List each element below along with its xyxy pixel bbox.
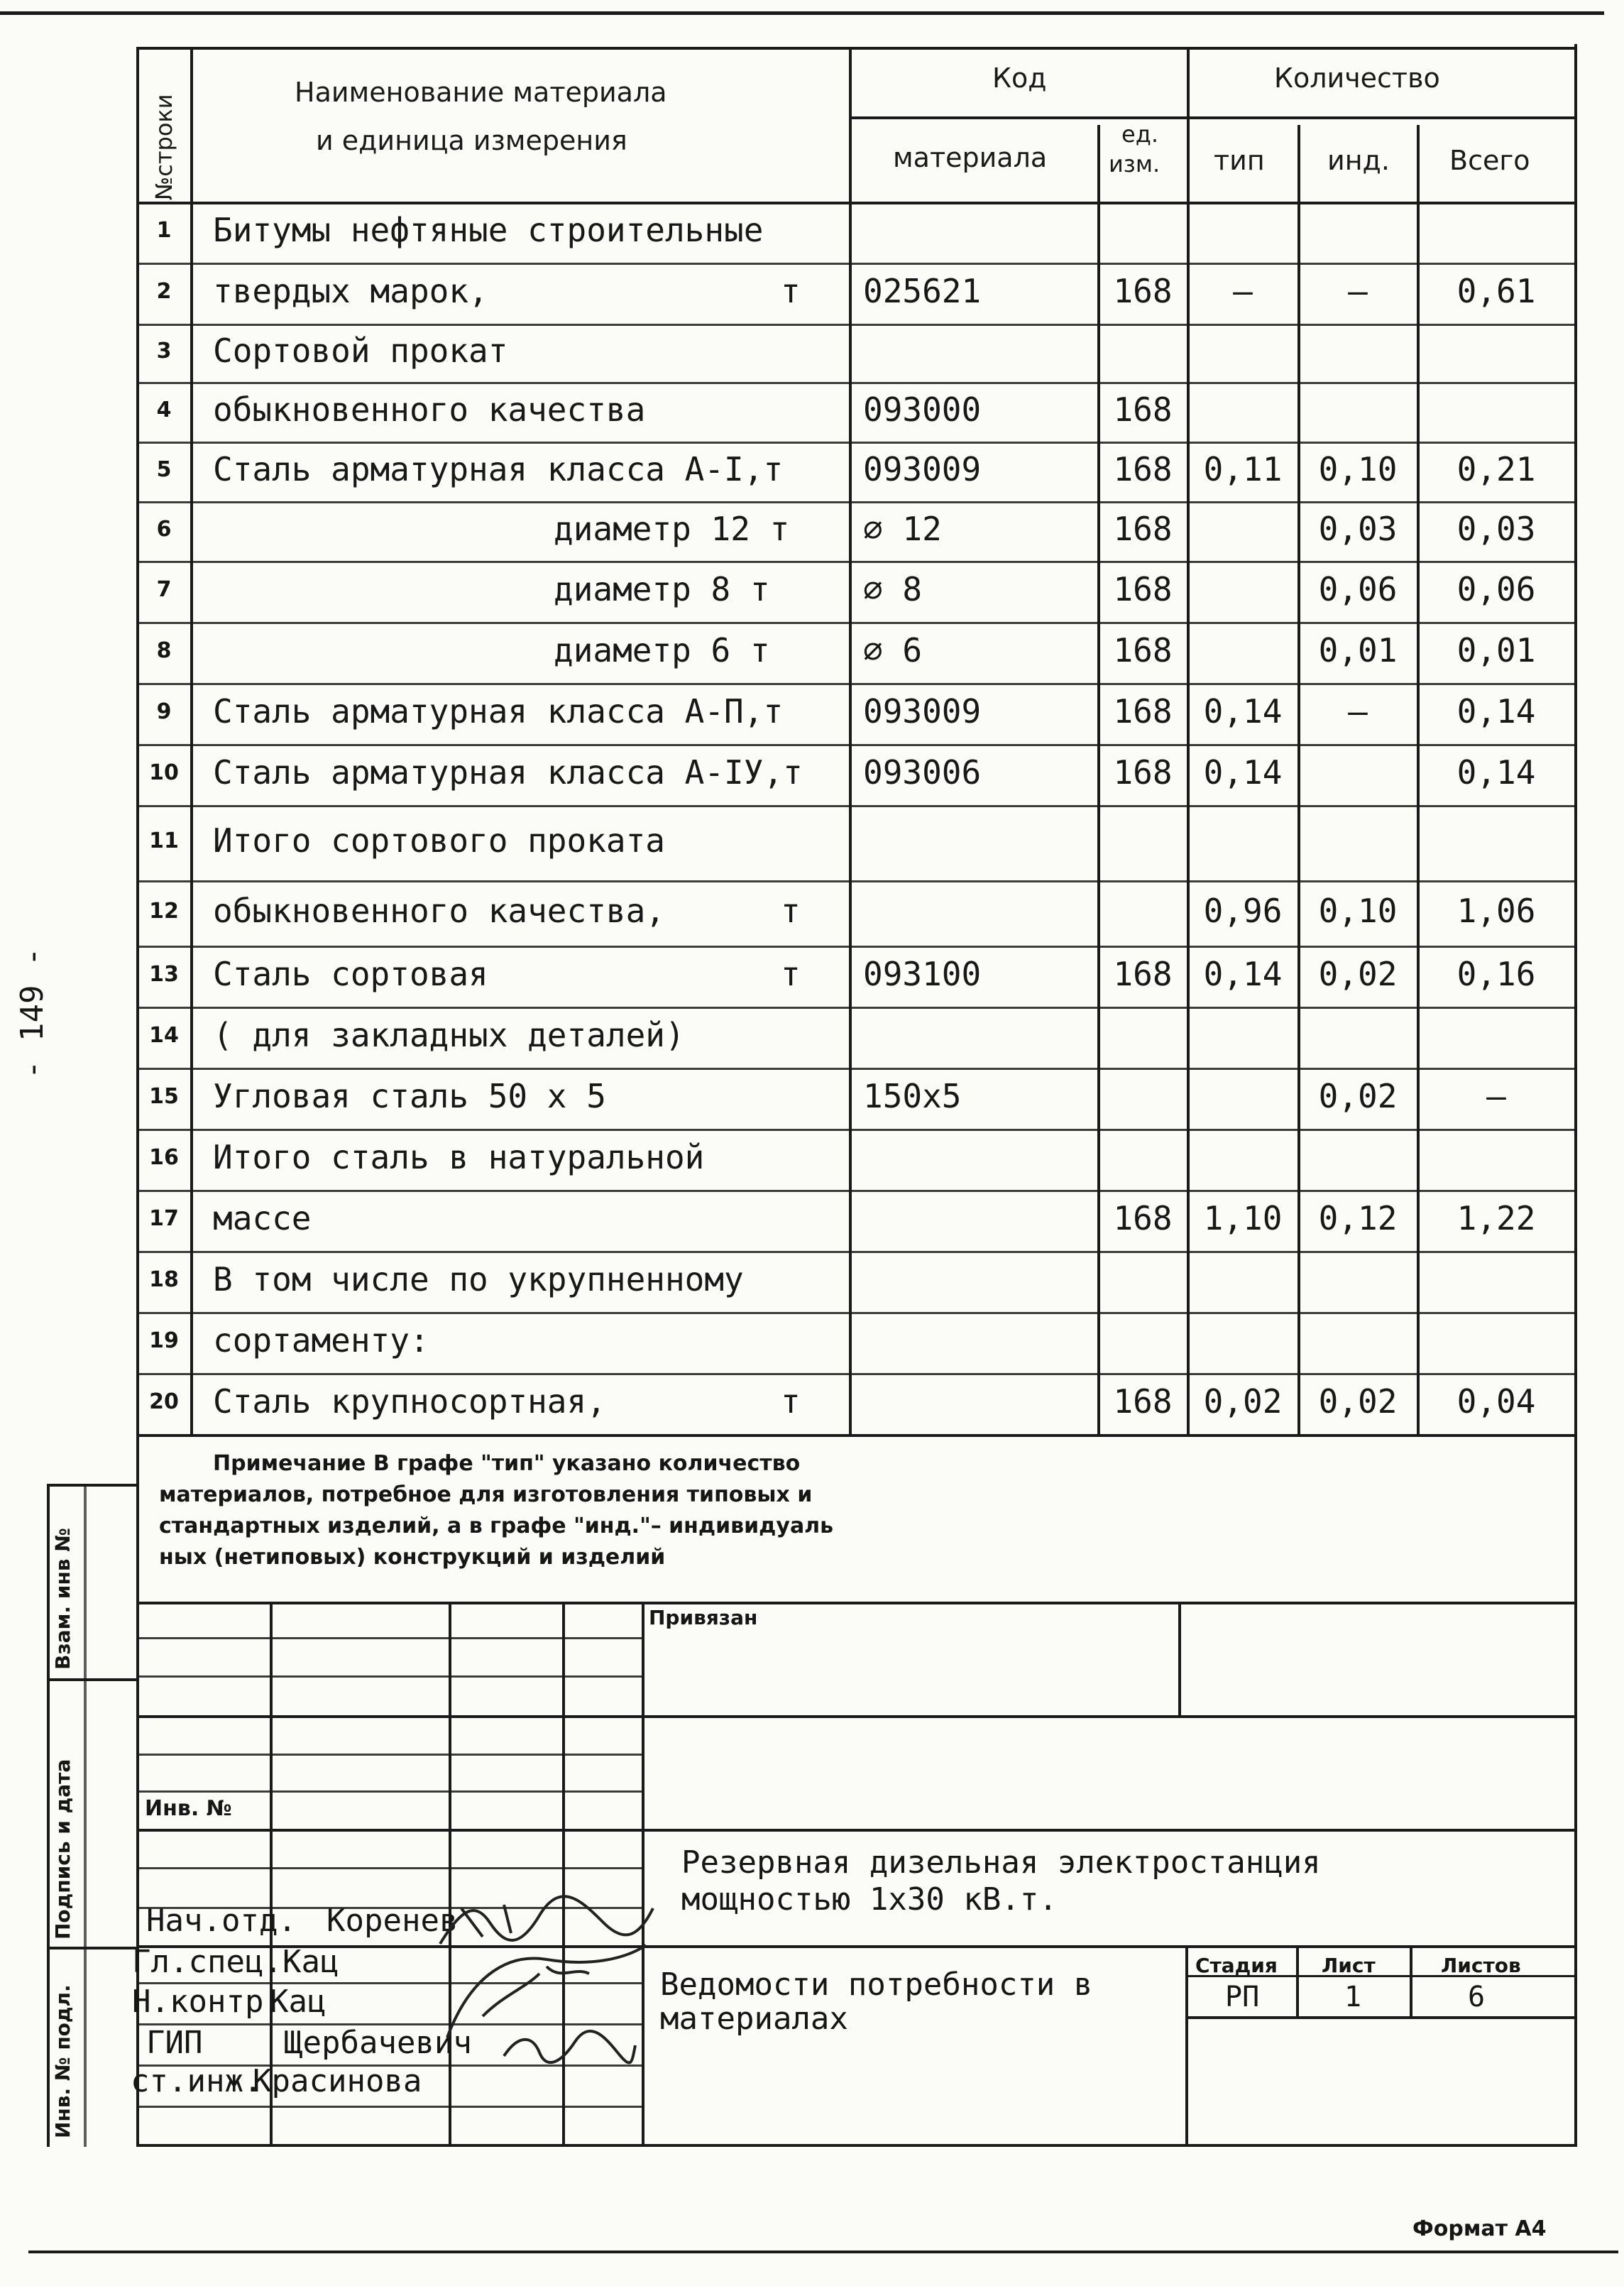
unit-code: 168	[1113, 570, 1173, 608]
material-name: Итого сортового проката	[213, 821, 665, 860]
qty-ind: –	[1348, 272, 1368, 310]
row-divider	[136, 622, 1577, 624]
unit-mark: т	[781, 272, 801, 310]
staff-name: Кац	[282, 1944, 339, 1980]
qty-ind: 0,01	[1318, 631, 1398, 669]
qty-total: 0,21	[1456, 450, 1536, 488]
bottom-rule	[28, 2251, 1618, 2253]
qty-ind: 0,03	[1318, 510, 1398, 548]
staff-name: Коренев	[327, 1903, 459, 1939]
qty-total: 1,22	[1456, 1199, 1536, 1237]
sheet-label: Лист	[1322, 1954, 1376, 1977]
row-divider	[136, 501, 1577, 503]
material-code: ⌀ 6	[863, 631, 923, 669]
row-number: 1	[156, 218, 172, 243]
row-number: 7	[156, 577, 172, 602]
unit-code: 168	[1113, 510, 1173, 548]
qty-ind: 0,02	[1318, 955, 1398, 993]
row-divider	[136, 1007, 1577, 1009]
qty-total: 0,01	[1456, 631, 1536, 669]
qty-total: 1,06	[1456, 892, 1536, 930]
side-label-inv-podl: Инв. № подл.	[51, 1984, 75, 2138]
unit-code: 168	[1113, 1199, 1173, 1237]
qty-tip: 0,14	[1203, 692, 1283, 731]
qty-ind: 0,12	[1318, 1199, 1398, 1237]
side-label-vzam: Взам. инв №	[51, 1528, 75, 1670]
row-number: 2	[156, 279, 172, 304]
material-name: Битумы нефтяные строительные	[213, 211, 764, 249]
unit-mark: т	[781, 892, 801, 930]
row-number: 9	[156, 699, 172, 724]
row-divider	[136, 880, 1577, 882]
row-number: 16	[149, 1145, 179, 1170]
header-name-line1: Наименование материала	[295, 77, 667, 108]
qty-tip: 0,96	[1203, 892, 1283, 930]
material-name: обыкновенного качества,	[213, 892, 665, 930]
qty-ind: 0,10	[1318, 892, 1398, 930]
row-number: 17	[149, 1206, 179, 1231]
unit-code: 168	[1113, 450, 1173, 488]
material-name: Сталь арматурная класса А-IУ,т	[213, 753, 803, 792]
material-name: Сталь арматурная класса А-I,т	[213, 450, 784, 488]
qty-tip: 0,02	[1203, 1382, 1283, 1421]
qty-ind: 0,10	[1318, 450, 1398, 488]
row-divider	[136, 561, 1577, 563]
stage-value: РП	[1225, 1981, 1260, 2013]
material-name: Сталь крупносортная,	[213, 1382, 606, 1421]
row-number: 20	[149, 1389, 179, 1414]
qty-total: 0,61	[1456, 272, 1536, 310]
row-number: 11	[149, 828, 179, 853]
material-name: массе	[213, 1199, 312, 1237]
row-number: 14	[149, 1023, 179, 1048]
material-name: В том числе по укрупненному	[213, 1260, 744, 1298]
row-number: 3	[156, 339, 172, 363]
format-label: Формат А4	[1412, 2216, 1547, 2241]
row-divider	[136, 442, 1577, 444]
staff-role: Н.контр.	[132, 1984, 282, 2020]
qty-total: 0,06	[1456, 570, 1536, 608]
staff-role: ст.инж.	[131, 2063, 263, 2099]
row-divider	[136, 263, 1577, 265]
material-name: ( для закладных деталей)	[213, 1016, 685, 1054]
row-number: 5	[156, 457, 172, 482]
material-code: 025621	[863, 272, 982, 310]
qty-total: 0,03	[1456, 510, 1536, 548]
staff-role: Гл.спец.	[132, 1944, 282, 1980]
qty-tip: 1,10	[1203, 1199, 1283, 1237]
staff-name: Кац	[270, 1984, 327, 2020]
stage-label: Стадия	[1195, 1954, 1278, 1977]
header-code: Код	[992, 62, 1047, 94]
signature-shcherbachevich	[497, 2028, 639, 2070]
staff-name: Щербачевич	[284, 2025, 472, 2061]
inv-no-label: Инв. №	[145, 1796, 232, 1821]
qty-total: 0,14	[1456, 753, 1536, 792]
material-name: Сталь арматурная класса А-П,т	[213, 692, 784, 731]
qty-tip: 0,14	[1203, 955, 1283, 993]
document-title-line1: Ведомости потребности в	[660, 1967, 1093, 2003]
material-code: 093100	[863, 955, 982, 993]
qty-tip: 0,14	[1203, 753, 1283, 792]
row-divider	[136, 1373, 1577, 1375]
material-name: сортаменту:	[213, 1321, 429, 1360]
material-name: Итого сталь в натуральной	[213, 1138, 705, 1176]
unit-mark: т	[781, 1382, 801, 1421]
header-tip: тип	[1214, 145, 1265, 176]
side-label-podpis: Подпись и дата	[51, 1759, 75, 1940]
sheets-value: 6	[1468, 1981, 1486, 2013]
note-line-2: материалов, потребное для изготовления типовых и	[159, 1482, 813, 1507]
material-name: диаметр 8 т	[554, 570, 770, 608]
unit-code: 168	[1113, 390, 1173, 429]
material-code: 093006	[863, 753, 982, 792]
header-material: материала	[893, 142, 1048, 173]
row-divider	[136, 382, 1577, 384]
unit-code: 168	[1113, 272, 1173, 310]
material-code: 093000	[863, 390, 982, 429]
unit-code: 168	[1113, 631, 1173, 669]
row-divider	[136, 805, 1577, 807]
staff-role: ГИП	[146, 2025, 203, 2061]
material-code: ⌀ 12	[863, 510, 942, 548]
row-number: 6	[156, 517, 172, 542]
unit-mark: т	[781, 955, 801, 993]
row-number: 10	[149, 760, 179, 785]
staff-name: Красинова	[253, 2063, 422, 2099]
document-title-line2: материалах	[660, 2001, 848, 2037]
row-divider	[136, 1312, 1577, 1314]
row-number: 13	[149, 962, 179, 987]
page-number: - 149 -	[14, 947, 50, 1079]
material-name: Угловая сталь 50 х 5	[213, 1077, 606, 1115]
qty-tip: 0,11	[1203, 450, 1283, 488]
row-divider	[136, 1251, 1577, 1253]
material-name: обыкновенного качества	[213, 390, 646, 429]
material-name: твердых марок,	[213, 272, 488, 310]
sheet-value: 1	[1344, 1981, 1362, 2013]
material-code: 093009	[863, 692, 982, 731]
material-name: диаметр 12 т	[554, 510, 790, 548]
row-number: 18	[149, 1267, 179, 1292]
qty-total: 0,14	[1456, 692, 1536, 731]
note-line-1: Примечание В графе "тип" указано количество	[213, 1451, 801, 1476]
sheets-label: Листов	[1441, 1954, 1521, 1977]
material-name: диаметр 6 т	[554, 631, 770, 669]
material-name: Сталь сортовая	[213, 955, 488, 993]
header-unit-line2: изм.	[1109, 151, 1161, 177]
unit-code: 168	[1113, 1382, 1173, 1421]
material-code: ⌀ 8	[863, 570, 923, 608]
header-unit-line1: ед.	[1121, 121, 1158, 148]
row-divider	[136, 683, 1577, 685]
header-name-line2: и единица измерения	[316, 125, 627, 156]
note-line-3: стандартных изделий, а в графе "инд."– индивидуаль	[159, 1514, 834, 1538]
row-number: 15	[149, 1084, 179, 1109]
row-divider	[136, 1190, 1577, 1192]
row-divider	[136, 324, 1577, 326]
row-divider	[136, 946, 1577, 948]
unit-code: 168	[1113, 955, 1173, 993]
row-divider	[136, 1129, 1577, 1131]
unit-code: 168	[1113, 692, 1173, 731]
qty-ind: 0,02	[1318, 1077, 1398, 1115]
row-number: 4	[156, 398, 172, 422]
header-total: Всего	[1449, 145, 1530, 176]
row-divider	[136, 744, 1577, 746]
privyazan-label: Привязан	[649, 1606, 758, 1629]
material-code: 150х5	[863, 1077, 962, 1115]
material-code: 093009	[863, 450, 982, 488]
row-divider	[136, 1068, 1577, 1070]
qty-total: 0,04	[1456, 1382, 1536, 1421]
header-ind: инд.	[1327, 145, 1390, 176]
header-row-no: №строки	[150, 94, 177, 200]
qty-total: –	[1486, 1077, 1506, 1115]
qty-ind: 0,06	[1318, 570, 1398, 608]
material-name: Сортовой прокат	[213, 332, 508, 370]
row-number: 19	[149, 1328, 179, 1353]
qty-ind: 0,02	[1318, 1382, 1398, 1421]
qty-total: 0,16	[1456, 955, 1536, 993]
row-number: 8	[156, 638, 172, 663]
unit-code: 168	[1113, 753, 1173, 792]
row-number: 12	[149, 899, 179, 924]
staff-role: Нач.отд.	[146, 1903, 297, 1939]
project-title-line2: мощностью 1х30 кВ.т.	[681, 1881, 1058, 1918]
note-line-4: ных (нетиповых) конструкций и изделий	[159, 1545, 666, 1570]
page-top-edge	[0, 11, 1604, 15]
qty-ind: –	[1348, 692, 1368, 731]
project-title-line1: Резервная дизельная электростанция	[681, 1844, 1321, 1881]
qty-tip: –	[1233, 272, 1253, 310]
header-quantity: Количество	[1274, 62, 1440, 94]
